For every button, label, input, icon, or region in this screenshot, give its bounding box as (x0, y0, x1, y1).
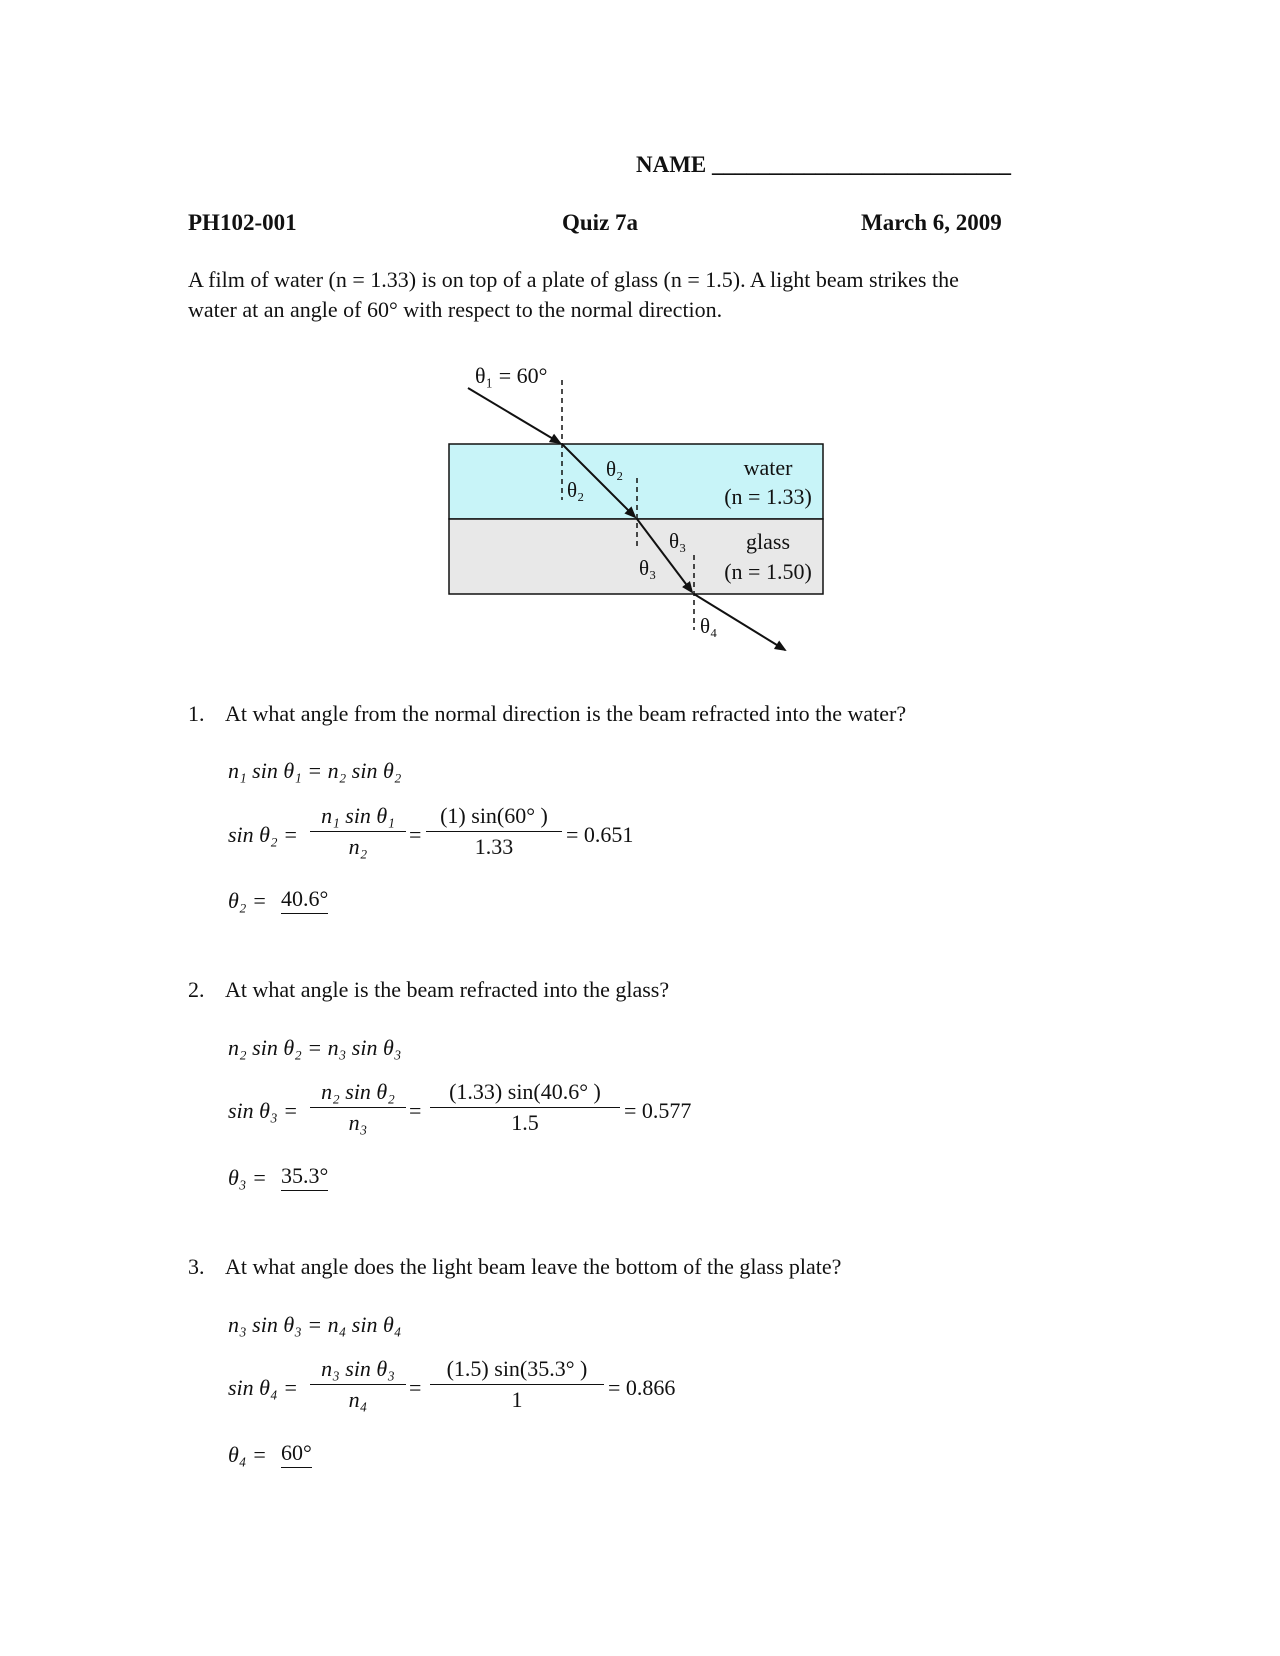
question-2-answer: 35.3° (281, 1163, 328, 1191)
question-2-frac1-num: n₂ sin θ₂ (321, 1079, 395, 1104)
theta2-label-b: θ₂ (567, 478, 585, 502)
glass-index: (n = 1.50) (724, 559, 812, 584)
intro-line-2: water at an angle of 60° with respect to the normal direction. (188, 297, 723, 322)
question-1-number: 1. (188, 701, 205, 726)
question-3-frac2-num: (1.5) sin(35.3° ) (446, 1356, 588, 1381)
question-3-answer: 60° (281, 1440, 312, 1468)
question-3-result: = 0.866 (608, 1375, 676, 1400)
theta4-label: θ₄ (700, 614, 718, 638)
question-1-frac2-num: (1) sin(60° ) (440, 803, 548, 828)
question-3-answer-lhs: θ₄ = (228, 1442, 267, 1467)
question-1-fraction-symbolic (310, 803, 406, 860)
question-3-fraction-symbolic (310, 1356, 406, 1413)
question-2-number: 2. (188, 977, 205, 1002)
question-2-frac1-den: n₃ (348, 1110, 368, 1135)
quiz-title: Quiz 7a (562, 210, 639, 235)
question-3-snell: n₃ sin θ₃ = n₄ sin θ₄ (228, 1312, 402, 1337)
question-1-fraction-numeric (426, 803, 562, 860)
question-2-result: = 0.577 (624, 1098, 692, 1123)
question-1-lhs: sin θ₂ = (228, 822, 298, 847)
question-3-text: At what angle does the light beam leave the bottom of the glass plate? (225, 1254, 842, 1279)
name-label: NAME (636, 152, 707, 177)
course-code: PH102-001 (188, 210, 297, 235)
question-3-lhs: sin θ₄ = (228, 1375, 298, 1400)
question-2-text: At what angle is the beam refracted into the glass? (225, 977, 670, 1002)
name-blank: __________________________ (712, 152, 1012, 177)
quiz-date: March 6, 2009 (861, 210, 1002, 235)
question-2-snell: n₂ sin θ₂ = n₃ sin θ₃ (228, 1035, 402, 1060)
question-2-frac2-num: (1.33) sin(40.6° ) (449, 1079, 601, 1104)
question-1-equals: = (409, 822, 422, 847)
water-index: (n = 1.33) (724, 484, 812, 509)
question-3-frac1-num: n₃ sin θ₃ (321, 1356, 395, 1381)
question-1-result: = 0.651 (566, 822, 634, 847)
question-3-fraction-numeric (430, 1356, 604, 1413)
question-2-fraction-numeric (430, 1079, 620, 1136)
theta1-label: θ₁ = 60° (475, 363, 548, 388)
question-2-lhs: sin θ₃ = (228, 1098, 298, 1123)
question-3-frac2-den: 1 (511, 1387, 523, 1412)
question-1-answer: 40.6° (281, 886, 328, 914)
theta2-label-a: θ₂ (606, 457, 624, 481)
water-label: water (743, 455, 793, 480)
theta3-label-b: θ₃ (639, 556, 657, 580)
question-3-number: 3. (188, 1254, 205, 1279)
question-2-equals: = (409, 1098, 422, 1123)
question-1-frac1-den: n₂ (348, 834, 368, 859)
question-2-answer-lhs: θ₃ = (228, 1165, 267, 1190)
theta3-label-a: θ₃ (669, 529, 687, 553)
question-1-snell: n₁ sin θ₁ = n₂ sin θ₂ (228, 758, 402, 783)
glass-label: glass (746, 529, 790, 554)
question-2-frac2-den: 1.5 (511, 1110, 539, 1135)
question-1-frac1-num: n₁ sin θ₁ (321, 803, 395, 828)
question-1-frac2-den: 1.33 (474, 834, 514, 859)
incident-beam (468, 388, 560, 443)
question-2-fraction-symbolic (310, 1079, 406, 1136)
intro-line-1: A film of water (n = 1.33) is on top of a plate of glass (n = 1.5). A light beam strikes the (188, 267, 959, 292)
question-3-equals: = (409, 1375, 422, 1400)
question-1-answer-lhs: θ₂ = (228, 888, 267, 913)
question-1-text: At what angle from the normal direction is the beam refracted into the water? (225, 701, 907, 726)
refraction-diagram (0, 0, 1280, 700)
question-3-frac1-den: n₄ (348, 1387, 368, 1412)
